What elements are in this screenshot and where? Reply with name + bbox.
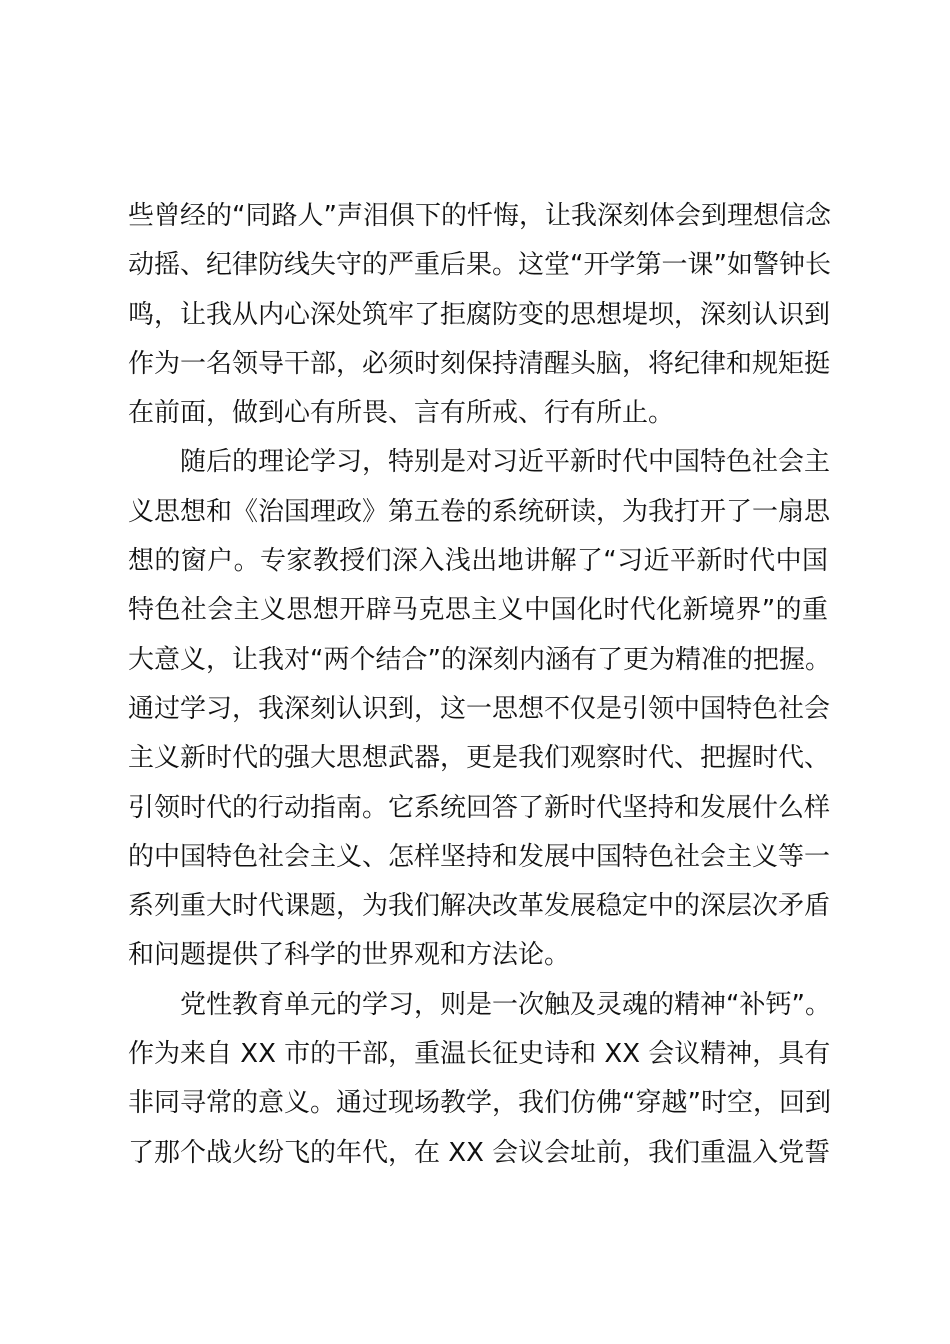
text-line: 鸣，让我从内心深处筑牢了拒腐防变的思想堤坝，深刻认识到 — [128, 299, 831, 330]
text-line: 通过学习，我深刻认识到，这一思想不仅是引领中国特色社会 — [128, 693, 831, 724]
document-body — [128, 192, 831, 1178]
text-line: 引领时代的行动指南。它系统回答了新时代坚持和发展什么样 — [128, 792, 831, 823]
text-line: 大意义，让我对“两个结合”的深刻内涵有了更为精准的把握。 — [128, 644, 831, 675]
text-line: 系列重大时代课题，为我们解决改革发展稳定中的深层次矛盾 — [128, 891, 831, 922]
text-line: 些曾经的“同路人”声泪俱下的忏悔，让我深刻体会到理想信念 — [128, 201, 831, 231]
text-line: 义思想和《治国理政》第五卷的系统研读，为我打开了一扇思 — [128, 496, 831, 527]
text-line: 作为一名领导干部，必须时刻保持清醒头脑，将纪律和规矩挺 — [128, 348, 831, 379]
text-line: 在前面，做到心有所畏、言有所戒、行有所止。 — [128, 398, 675, 429]
text-line: 了那个战火纷飞的年代，在 XX 会议会址前，我们重温入党誓 — [128, 1137, 831, 1168]
text-line: 和问题提供了科学的世界观和方法论。 — [128, 940, 571, 971]
text-line: 想的窗户。专家教授们深入浅出地讲解了“习近平新时代中国 — [128, 546, 828, 577]
paragraph-first-line: 党性教育单元的学习，则是一次触及灵魂的精神“补钙”。 — [180, 989, 831, 1020]
paragraph-first-line: 随后的理论学习，特别是对习近平新时代中国特色社会主 — [180, 447, 831, 478]
text-line: 非同寻常的意义。通过现场教学，我们仿佛“穿越”时空，回到 — [128, 1088, 831, 1119]
text-line: 主义新时代的强大思想武器，更是我们观察时代、把握时代、 — [128, 743, 831, 774]
text-line: 作为来自 XX 市的干部，重温长征史诗和 XX 会议精神，具有 — [128, 1039, 831, 1070]
text-line: 的中国特色社会主义、怎样坚持和发展中国特色社会主义等一 — [128, 841, 831, 872]
text-line: 特色社会主义思想开辟马克思主义中国化时代化新境界”的重 — [128, 595, 828, 626]
text-line: 动摇、纪律防线失守的严重后果。这堂“开学第一课”如警钟长 — [128, 250, 831, 281]
